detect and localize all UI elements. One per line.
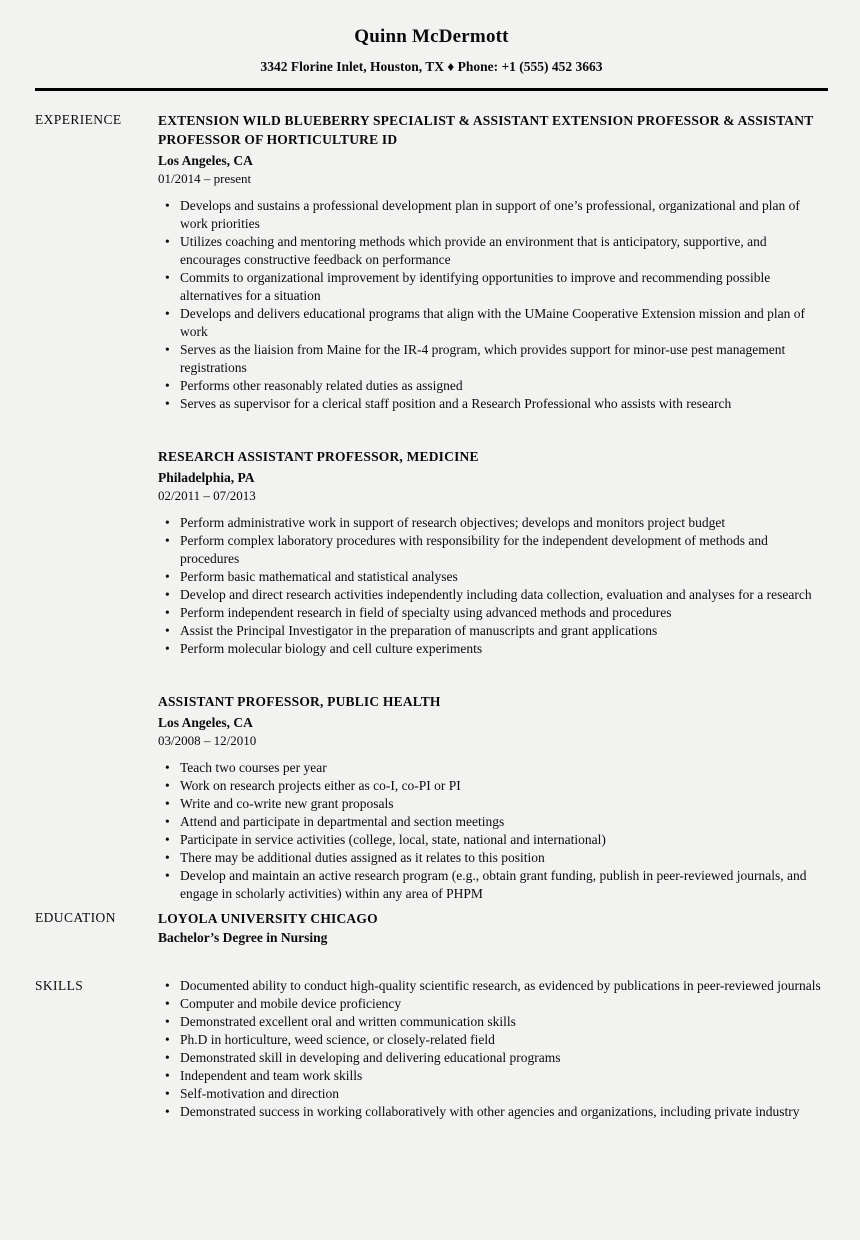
job-entry-3	[158, 692, 828, 903]
bullet-item: • Perform complex laboratory procedures with responsibility for the independent development of methods and procedures	[158, 532, 828, 568]
job-location: Philadelphia, PA	[158, 470, 255, 485]
job-title: RESEARCH ASSISTANT PROFESSOR, MEDICINE	[158, 449, 479, 464]
bullet-item: • Develops and sustains a professional development plan in support of one’s professional, organizational and plan of work priorities	[158, 197, 828, 233]
job-bullet-list	[158, 514, 828, 658]
job-title: EXTENSION WILD BLUEBERRY SPECIALIST & ASSISTANT EXTENSION PROFESSOR & ASSISTANT PROFESSOR OF HORTICULTURE ID	[158, 113, 814, 147]
bullet-item: • Teach two courses per year	[158, 759, 828, 777]
bullet-item: • Perform basic mathematical and statistical analyses	[158, 568, 828, 586]
skills-bullet-list	[158, 977, 828, 1121]
bullet-item: • Perform molecular biology and cell culture experiments	[158, 640, 828, 658]
skills-section	[35, 977, 828, 1121]
education-section	[35, 909, 828, 947]
job-entry-1	[158, 111, 828, 413]
bullet-item: • Perform independent research in field of specialty using advanced methods and procedures	[158, 604, 828, 622]
job-dates: 01/2014 – present	[158, 171, 252, 186]
bullet-item: • There may be additional duties assigned as it relates to this position	[158, 849, 828, 867]
experience-content	[158, 111, 828, 903]
contact-line: 3342 Florine Inlet, Houston, TX ♦ Phone: +1 (555) 452 3663	[260, 59, 603, 74]
experience-section	[35, 111, 828, 903]
job-dates: 03/2008 – 12/2010	[158, 733, 257, 748]
bullet-item: • Assist the Principal Investigator in the preparation of manuscripts and grant applications	[158, 622, 828, 640]
bullet-item: • Computer and mobile device proficiency	[158, 995, 828, 1013]
bullet-item: • Serves as the liaision from Maine for the IR-4 program, which provides support for minor-use pest management registrations	[158, 341, 828, 377]
bullet-item: • Write and co-write new grant proposals	[158, 795, 828, 813]
bullet-item: • Performs other reasonably related duties as assigned	[158, 377, 828, 395]
job-entry-2	[158, 447, 828, 658]
bullet-item: • Demonstrated success in working collaboratively with other agencies and organizations, including private industry	[158, 1103, 828, 1121]
skills-section-label: SKILLS	[35, 978, 84, 993]
bullet-item: • Serves as supervisor for a clerical staff position and a Research Professional who assists with research	[158, 395, 828, 413]
header-divider	[35, 88, 828, 91]
bullet-item: • Commits to organizational improvement by identifying opportunities to improve and recommending possible alternatives for a situation	[158, 269, 828, 305]
bullet-item: • Perform administrative work in support of research objectives; develops and monitors project budget	[158, 514, 828, 532]
bullet-item: • Demonstrated excellent oral and written communication skills	[158, 1013, 828, 1031]
job-dates: 02/2011 – 07/2013	[158, 488, 256, 503]
bullet-item: • Develop and direct research activities independently including data collection, evaluation and analyses for a research	[158, 586, 828, 604]
bullet-item: • Develops and delivers educational programs that align with the UMaine Cooperative Extension mission and plan of work	[158, 305, 828, 341]
job-bullet-list	[158, 197, 828, 413]
bullet-item: • Work on research projects either as co-I, co-PI or PI	[158, 777, 828, 795]
person-name: Quinn McDermott	[354, 26, 509, 47]
bullet-item: • Independent and team work skills	[158, 1067, 828, 1085]
education-section-label: EDUCATION	[35, 910, 116, 925]
bullet-item: • Develop and maintain an active research program (e.g., obtain grant funding, publish in peer-reviewed journals, and engage in scholarly activities) within any area of PHPM	[158, 867, 828, 903]
bullet-item: • Participate in service activities (college, local, state, national and international)	[158, 831, 828, 849]
bullet-item: • Utilizes coaching and mentoring methods which provide an environment that is anticipatory, supportive, and encourages constructive feedback on performance	[158, 233, 828, 269]
education-degree: Bachelor’s Degree in Nursing	[158, 930, 328, 945]
bullet-item: • Demonstrated skill in developing and delivering educational programs	[158, 1049, 828, 1067]
education-content	[158, 909, 828, 947]
bullet-item: • Ph.D in horticulture, weed science, or closely-related field	[158, 1031, 828, 1049]
job-title: ASSISTANT PROFESSOR, PUBLIC HEALTH	[158, 694, 441, 709]
job-bullet-list	[158, 759, 828, 903]
bullet-item: • Documented ability to conduct high-quality scientific research, as evidenced by publications in peer-reviewed journals	[158, 977, 828, 995]
job-location: Los Angeles, CA	[158, 153, 253, 168]
resume-header	[35, 26, 828, 75]
education-school: LOYOLA UNIVERSITY CHICAGO	[158, 911, 378, 926]
experience-section-label: EXPERIENCE	[35, 112, 122, 127]
bullet-item: • Self-motivation and direction	[158, 1085, 828, 1103]
skills-content	[158, 977, 828, 1121]
bullet-item: • Attend and participate in departmental and section meetings	[158, 813, 828, 831]
job-location: Los Angeles, CA	[158, 715, 253, 730]
